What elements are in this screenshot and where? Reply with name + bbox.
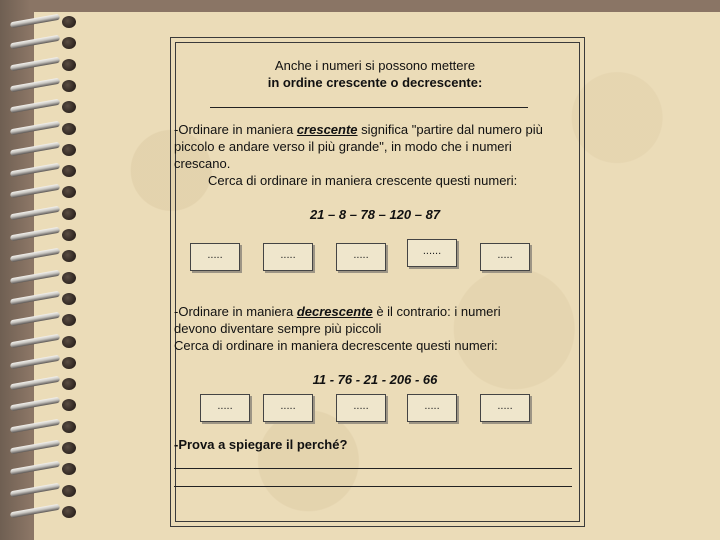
heading-line-1: Anche i numeri si possono mettere <box>274 58 476 73</box>
spiral-ring <box>10 463 80 473</box>
ring-hole <box>62 336 76 348</box>
section1-numbers: 21 – 8 – 78 – 120 – 87 <box>309 207 441 222</box>
spiral-ring <box>10 208 80 218</box>
answer-box-2e[interactable]: ..... <box>480 394 530 422</box>
spiral-ring <box>10 144 80 154</box>
ring-hole <box>62 506 76 518</box>
ring-hole <box>62 442 76 454</box>
spiral-ring <box>10 229 80 239</box>
ring-hole <box>62 293 76 305</box>
section1-prefix: -Ordinare in maniera <box>174 122 297 137</box>
answer-box-1c[interactable]: ..... <box>336 243 386 271</box>
ring-hole <box>62 144 76 156</box>
answer-line-1[interactable] <box>174 468 572 469</box>
spiral-ring <box>10 59 80 69</box>
spiral-ring <box>10 421 80 431</box>
question-text: -Prova a spiegare il perché? <box>174 437 348 452</box>
section1-line3: crescano. <box>174 156 231 171</box>
section1-line1 <box>174 121 543 138</box>
ring-hole <box>62 59 76 71</box>
section2-prefix: -Ordinare in maniera <box>174 304 297 319</box>
section2-suffix: è il contrario: i numeri <box>372 304 501 319</box>
ring-hole <box>62 208 76 220</box>
spiral-ring <box>10 250 80 260</box>
section2-instruction: Cerca di ordinare in maniera decrescente questi numeri: <box>174 338 498 353</box>
answer-box-1e[interactable]: ..... <box>480 243 530 271</box>
content-frame <box>170 37 585 527</box>
ring-hole <box>62 80 76 92</box>
answer-box-2c[interactable]: ..... <box>336 394 386 422</box>
ring-hole <box>62 378 76 390</box>
section2-keyword: decrescente <box>296 304 373 319</box>
spiral-ring <box>10 293 80 303</box>
spiral-ring <box>10 272 80 282</box>
spiral-ring <box>10 16 80 26</box>
section1-instruction: Cerca di ordinare in maniera crescente questi numeri: <box>208 173 518 188</box>
spiral-ring <box>10 186 80 196</box>
ring-hole <box>62 123 76 135</box>
ring-hole <box>62 229 76 241</box>
spiral-ring <box>10 378 80 388</box>
spiral-ring <box>10 314 80 324</box>
section2-line1 <box>174 303 501 320</box>
spiral-ring <box>10 123 80 133</box>
spiral-ring <box>10 165 80 175</box>
section1-keyword: crescente <box>296 122 358 137</box>
spiral-ring <box>10 485 80 495</box>
answer-box-1a[interactable]: ..... <box>190 243 240 271</box>
heading-line-2: in ordine crescente o decrescente: <box>267 75 483 90</box>
spiral-ring <box>10 336 80 346</box>
spiral-ring <box>10 399 80 409</box>
heading-rule <box>210 107 528 108</box>
ring-hole <box>62 272 76 284</box>
spiral-ring <box>10 101 80 111</box>
answer-box-1d[interactable]: ...... <box>407 239 457 267</box>
section1-line2: piccolo e andare verso il più grande", in modo che i numeri <box>174 139 512 154</box>
spiral-ring <box>10 37 80 47</box>
answer-box-2a[interactable]: ..... <box>200 394 250 422</box>
spiral-ring <box>10 357 80 367</box>
ring-hole <box>62 485 76 497</box>
ring-hole <box>62 421 76 433</box>
spiral-ring <box>10 442 80 452</box>
answer-box-1b[interactable]: ..... <box>263 243 313 271</box>
answer-box-2d[interactable]: ..... <box>407 394 457 422</box>
section1-suffix: significa "partire dal numero più <box>357 122 543 137</box>
section2-numbers: 11 - 76 - 21 - 206 - 66 <box>312 372 438 387</box>
ring-hole <box>62 16 76 28</box>
ring-hole <box>62 165 76 177</box>
spiral-ring <box>10 506 80 516</box>
ring-hole <box>62 357 76 369</box>
answer-line-2[interactable] <box>174 486 572 487</box>
spiral-ring <box>10 80 80 90</box>
answer-box-2b[interactable]: ..... <box>263 394 313 422</box>
section2-line2: devono diventare sempre più piccoli <box>174 321 382 336</box>
